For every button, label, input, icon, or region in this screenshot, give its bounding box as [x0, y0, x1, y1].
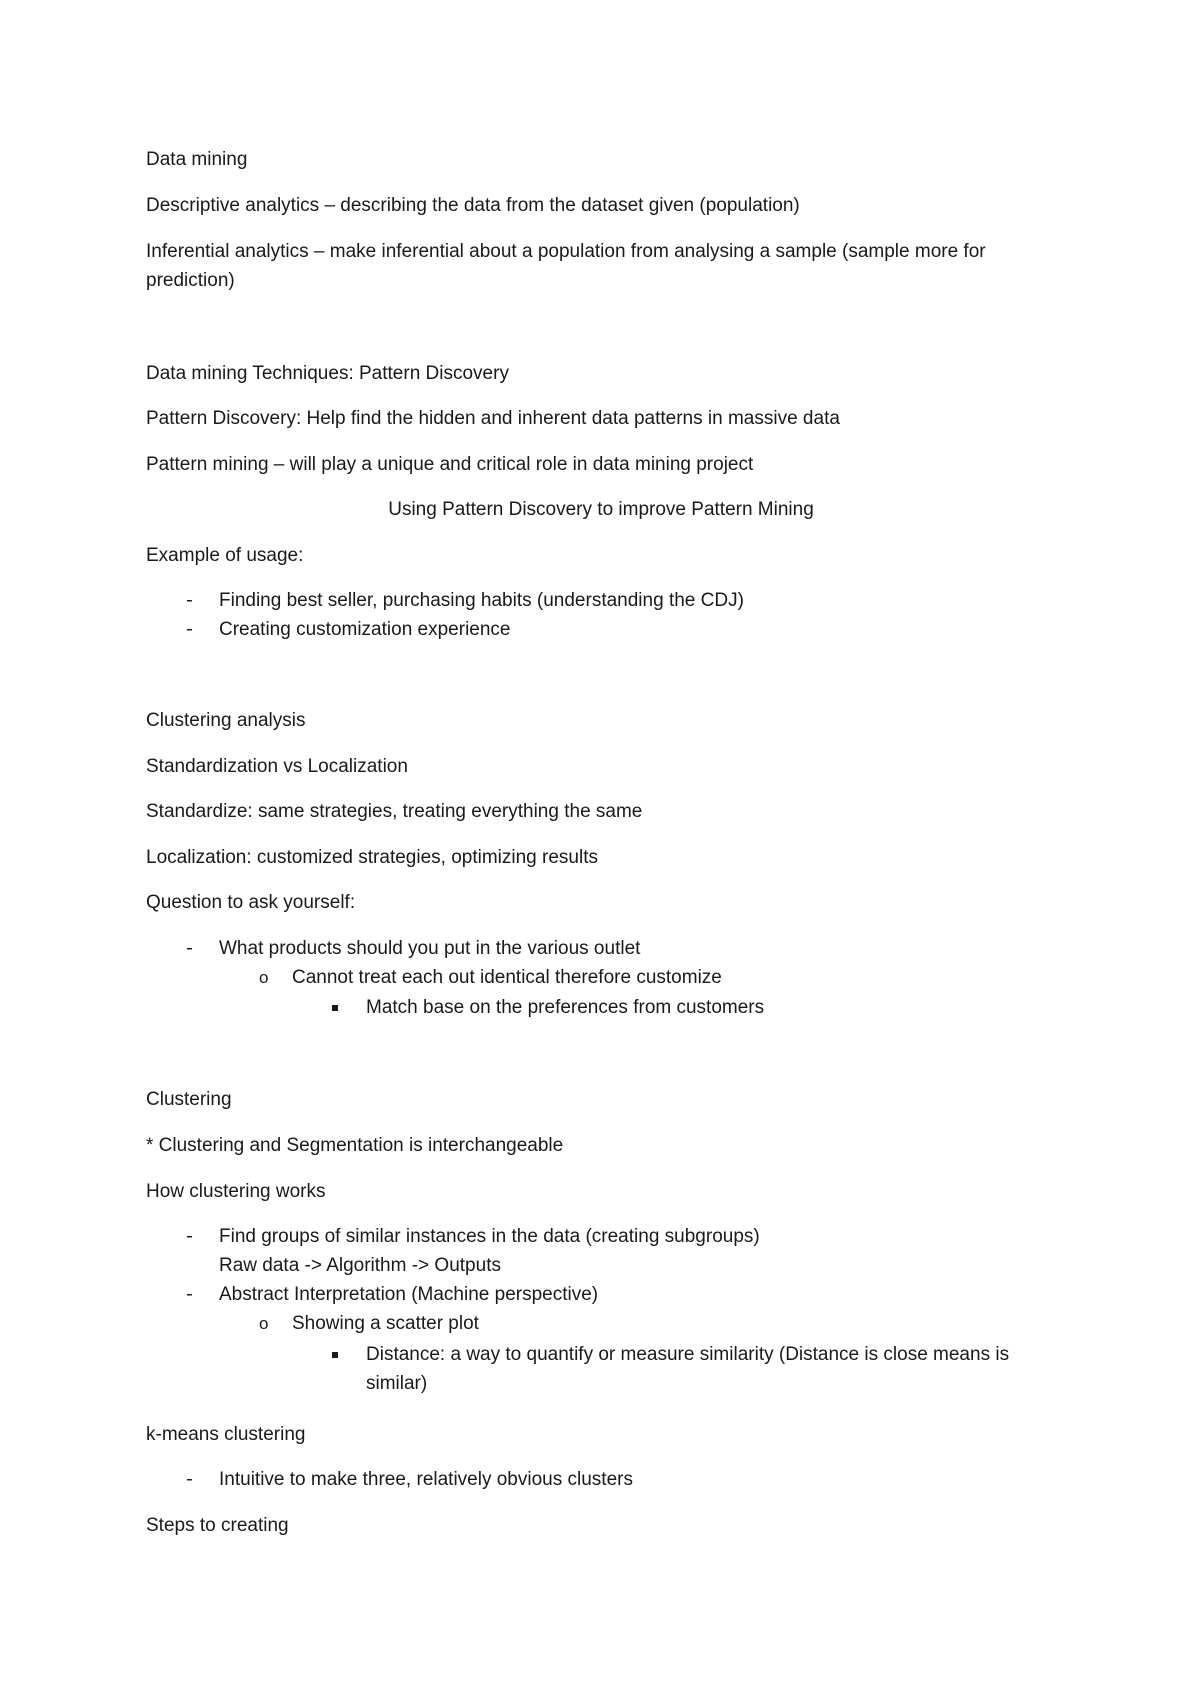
example-item-1: Finding best seller, purchasing habits (understanding the CDJ) — [219, 590, 744, 611]
heading-data-mining: Data mining — [146, 149, 248, 170]
clustering-note: * Clustering and Segmentation is interchangeable — [146, 1135, 564, 1156]
example-item-2: Creating customization experience — [219, 619, 511, 640]
dash-bullet: - — [186, 589, 193, 611]
dash-bullet: - — [186, 618, 193, 640]
how-item-2-sub: Showing a scatter plot — [292, 1313, 479, 1334]
square-bullet-icon — [332, 1352, 338, 1358]
square-bullet-icon — [332, 1005, 338, 1011]
dash-bullet: - — [186, 937, 193, 959]
how-item-2: Abstract Interpretation (Machine perspective) — [219, 1284, 599, 1305]
dash-bullet: - — [186, 1468, 193, 1490]
question-item: What products should you put in the various outlet — [219, 938, 641, 959]
circle-bullet: o — [259, 968, 269, 987]
question-heading: Question to ask yourself: — [146, 892, 356, 913]
std-vs-loc-line: Standardization vs Localization — [146, 756, 408, 777]
how-clustering-heading: How clustering works — [146, 1181, 326, 1202]
dash-bullet: - — [186, 1283, 193, 1305]
example-heading: Example of usage: — [146, 545, 304, 566]
how-item-2-sub-sub: Distance: a way to quantify or measure similarity (Distance is close means is similar) — [366, 1344, 1010, 1394]
standardize-line: Standardize: same strategies, treating everything the same — [146, 801, 643, 822]
clustering-analysis-heading: Clustering analysis — [146, 710, 306, 731]
steps-heading: Steps to creating — [146, 1515, 289, 1536]
dash-bullet: - — [186, 1225, 193, 1247]
how-item-1: Find groups of similar instances in the data (creating subgroups) — [219, 1226, 760, 1247]
inferential-analytics-line: Inferential analytics – make inferential about a population from analysing a sample (sample more for prediction) — [146, 241, 986, 291]
kmeans-heading: k-means clustering — [146, 1424, 306, 1445]
how-item-1-continuation: Raw data -> Algorithm -> Outputs — [219, 1255, 501, 1276]
centered-note: Using Pattern Discovery to improve Pattern Mining — [388, 499, 814, 520]
kmeans-item: Intuitive to make three, relatively obvious clusters — [219, 1469, 633, 1490]
clustering-heading: Clustering — [146, 1089, 232, 1110]
pattern-discovery-line: Pattern Discovery: Help find the hidden and inherent data patterns in massive data — [146, 408, 840, 429]
descriptive-analytics-line: Descriptive analytics – describing the data from the dataset given (population) — [146, 195, 800, 216]
pattern-mining-line: Pattern mining – will play a unique and critical role in data mining project — [146, 454, 754, 475]
question-sub-item: Cannot treat each out identical therefore customize — [292, 967, 722, 988]
techniques-heading: Data mining Techniques: Pattern Discovery — [146, 363, 509, 384]
localization-line: Localization: customized strategies, optimizing results — [146, 847, 598, 868]
circle-bullet: o — [259, 1314, 269, 1333]
question-sub-sub-item: Match base on the preferences from customers — [366, 997, 765, 1018]
